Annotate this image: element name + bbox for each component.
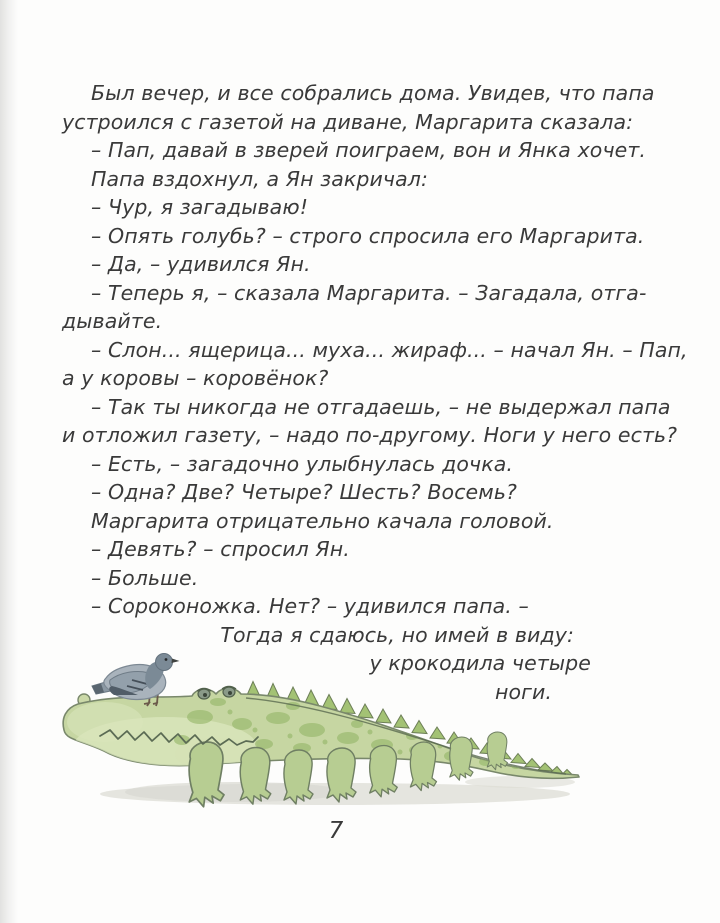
page-gutter-shadow xyxy=(0,0,18,923)
text-line: – Чур, я загадываю! xyxy=(91,195,309,219)
pigeon-beak xyxy=(172,659,180,664)
text-line: – Пап, давай в зверей поиграем, вон и Янка хочет. xyxy=(91,138,647,162)
text-line: – Так ты никогда не отгадаешь, – не выдержал папа xyxy=(91,394,671,419)
text-line: – Девять? – спросил Ян. xyxy=(91,537,350,561)
text-line: ноги. xyxy=(494,679,552,704)
text-line: Тогда я сдаюсь, но имей в виду: xyxy=(220,622,574,647)
text-line: – Слон... ящерица... муха... жираф... – начал Ян. – Пап, xyxy=(91,337,688,362)
text-line: Маргарита отрицательно качала головой. xyxy=(91,508,554,533)
crocodile-pigeon-illustration xyxy=(50,642,610,822)
text-line: – Одна? Две? Четыре? Шесть? Восемь? xyxy=(91,480,518,504)
pigeon-eye xyxy=(165,658,168,661)
story-text xyxy=(62,79,688,706)
text-line: у крокодила четыре xyxy=(369,651,591,675)
text-line: – Есть, – загадочно улыбнулась дочка. xyxy=(91,451,514,476)
text-line: а у коровы – коровёнок? xyxy=(62,366,329,390)
text-line: – Теперь я, – сказала Маргарита. – Загадала, отга- xyxy=(91,280,647,305)
text-line: – Больше. xyxy=(91,565,199,590)
text-line: дывайте. xyxy=(62,309,163,333)
text-line: устроился с газетой на диване, Маргарита сказала: xyxy=(62,109,634,134)
text-line: – Сороконожка. Нет? – удивился папа. – xyxy=(91,594,529,618)
text-line: и отложил газету, – надо по-другому. Ноги у него есть? xyxy=(62,423,678,447)
text-line: Был вечер, и все собрались дома. Увидев, что папа xyxy=(91,81,655,105)
text-line: – Опять голубь? – строго спросила его Маргарита. xyxy=(91,223,645,248)
pigeon-head xyxy=(156,654,173,671)
text-line: – Да, – удивился Ян. xyxy=(91,252,311,276)
page-number: 7 xyxy=(328,818,344,844)
text-line: Папа вздохнул, а Ян закричал: xyxy=(91,166,428,191)
